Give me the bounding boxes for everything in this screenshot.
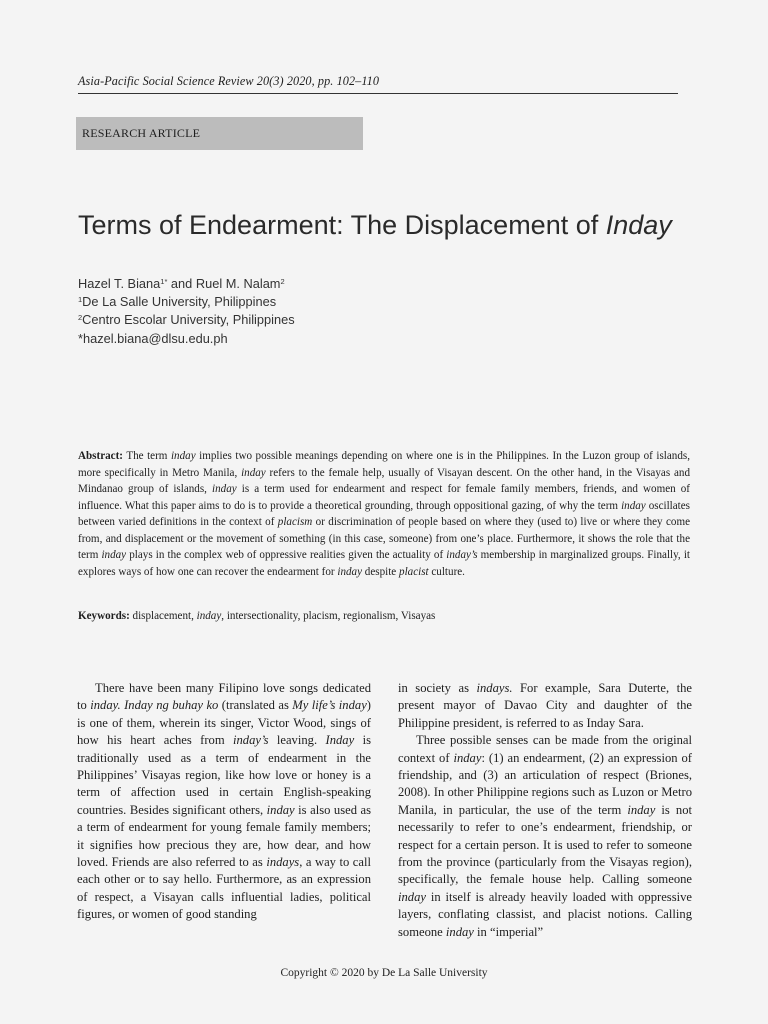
body-paragraph-1	[77, 680, 371, 924]
italic-term: inday	[453, 750, 482, 765]
italic-term: inday	[337, 565, 363, 578]
article-title	[78, 210, 718, 241]
text-run: culture.	[428, 565, 465, 578]
affiliation-1-text: De La Salle University, Philippines	[82, 294, 277, 310]
author-2-name: Ruel M. Nalam	[195, 276, 281, 291]
title-main: Terms of Endearment: The Displacement of	[78, 210, 606, 240]
text-run: ) is one of them, wherein its singer, Victor Wood, sings of how his heart aches from	[77, 698, 371, 748]
text-run: displacement,	[129, 610, 197, 622]
italic-term: placism	[277, 516, 313, 528]
italic-term: inday’s	[446, 549, 478, 561]
text-run: leaving.	[268, 733, 326, 748]
author-1-marks: 1*	[160, 277, 168, 286]
affiliation-1	[78, 293, 295, 311]
title-italic: Inday	[605, 210, 672, 240]
text-run: implies two possible meanings depending on where one is in the Philippines. In the Luzon group of islands, more specifically in Metro Manila,	[78, 450, 690, 479]
body-left-column	[77, 680, 371, 924]
abstract-text	[78, 450, 690, 578]
italic-term: inday	[212, 483, 237, 495]
author-1-name: Hazel T. Biana	[78, 276, 161, 291]
text-run: is a term used for endearment and respect for female family members, friends, and women of influence. What this paper aims to do is to provide a theoretical grounding, through oppositional gazing, of why the term	[78, 483, 690, 512]
author-join: and	[167, 276, 196, 291]
abstract	[78, 448, 690, 580]
affiliation-2	[78, 311, 295, 329]
affiliation-2-text: Centro Escolar University, Philippines	[82, 312, 295, 328]
italic-term: inday	[101, 549, 127, 561]
italic-term: Inday	[325, 733, 355, 748]
journal-citation: Asia-Pacific Social Science Review 20(3) 2020, pp. 102–110	[78, 74, 678, 94]
text-run: (translated as	[218, 698, 293, 713]
body-paragraph-1-continued	[398, 680, 692, 732]
keywords-label: Keywords:	[78, 610, 130, 622]
affiliation-2-mark: 2	[78, 313, 83, 323]
text-run: is also used as a term of endearment for young female family members; it signifies how precious they are, how dear, and how loved. Friends are also referred to as	[77, 802, 372, 870]
author-2-marks: 2	[280, 277, 285, 286]
text-run: in itself is already heavily loaded with oppressive layers, conflating classist, and placist notions. Calling someone	[398, 889, 692, 939]
text-run: is traditionally used as a term of endearment in the Philippines’ Visayas region, like how love or honey is a term of affection used in certain English-speaking countries. Besides significant others,	[77, 733, 371, 817]
text-run: is not necessarily to refer to one’s endearment, friendship, or respect for a certain person. It is used to refer to someone from the province (particularly from the Visayas region), specifically, the female house help. Calling someone	[398, 802, 692, 887]
text-run: , a way to call each other or to say hello. Furthermore, as an expression of respect, a Visayan calls influential ladies, political figures, or women of good standing	[77, 855, 371, 922]
italic-term: inday	[170, 450, 196, 462]
italic-term: placist	[399, 565, 429, 578]
abstract-label: Abstract:	[78, 450, 123, 462]
body-right-column	[398, 680, 692, 941]
text-run: The term	[122, 450, 171, 462]
text-run: or discrimination of people based on where they (used to) live or where they come from, and displacement or the movement of something (in this case, someone) from one’s place. Furthermore, it shows the role that the term	[78, 516, 690, 561]
italic-term: indays.	[476, 681, 513, 695]
italic-term: inday	[241, 466, 266, 479]
text-run: For example, Sara Duterte, the present mayor of Davao City and daughter of the Philippine president, is referred to as Inday Sara.	[398, 681, 693, 730]
body-paragraph-2	[398, 732, 692, 941]
italic-term: indays	[266, 855, 300, 870]
italic-term: inday	[445, 924, 474, 939]
keywords	[78, 608, 690, 624]
text-run: in “imperial”	[473, 924, 544, 939]
text-run: plays in the complex web of oppressive realities given the actuality of	[126, 549, 447, 561]
authors-line	[78, 275, 295, 293]
article-type-badge: RESEARCH ARTICLE	[76, 117, 363, 150]
italic-term: inday’s	[233, 733, 269, 748]
italic-term: inday	[621, 499, 646, 512]
text-run: membership in marginalized groups. Finally, it explores ways of how one can recover the endearment for	[78, 549, 690, 578]
text-run: There have been many Filipino love songs dedicated to	[77, 681, 371, 713]
affiliation-1-mark: 1	[78, 295, 83, 305]
text-run: , intersectionality, placism, regionalism, Visayas	[221, 610, 436, 622]
text-run: Three possible senses can be made from the original context of	[398, 733, 692, 765]
text-run: in society as	[398, 681, 477, 695]
keywords-text	[130, 610, 436, 622]
text-run: despite	[362, 565, 400, 578]
italic-term: inday	[266, 802, 295, 817]
text-run: : (1) an endearment, (2) an expression of friendship, and (3) an articulation of respect (Briones, 2008). In other Philippine regions such as Luzon or Metro Manila, in particular, the use of the term	[398, 750, 692, 817]
italic-term: inday	[196, 610, 222, 622]
italic-term: inday	[398, 889, 426, 904]
author-email: *hazel.biana@dlsu.edu.ph	[78, 330, 228, 346]
copyright-footer: Copyright © 2020 by De La Salle University	[280, 967, 488, 979]
italic-term: My life’s inday	[292, 698, 367, 713]
author-block	[78, 275, 295, 348]
text-run: oscillates between varied definitions in the context of	[78, 499, 690, 528]
italic-term: inday. Inday ng buhay ko	[90, 698, 219, 713]
italic-term: inday	[627, 802, 656, 817]
text-run: refers to the female help, usually of Visayan descent. On the other hand, in the Visayas and Mindanao group of islands,	[78, 466, 690, 495]
